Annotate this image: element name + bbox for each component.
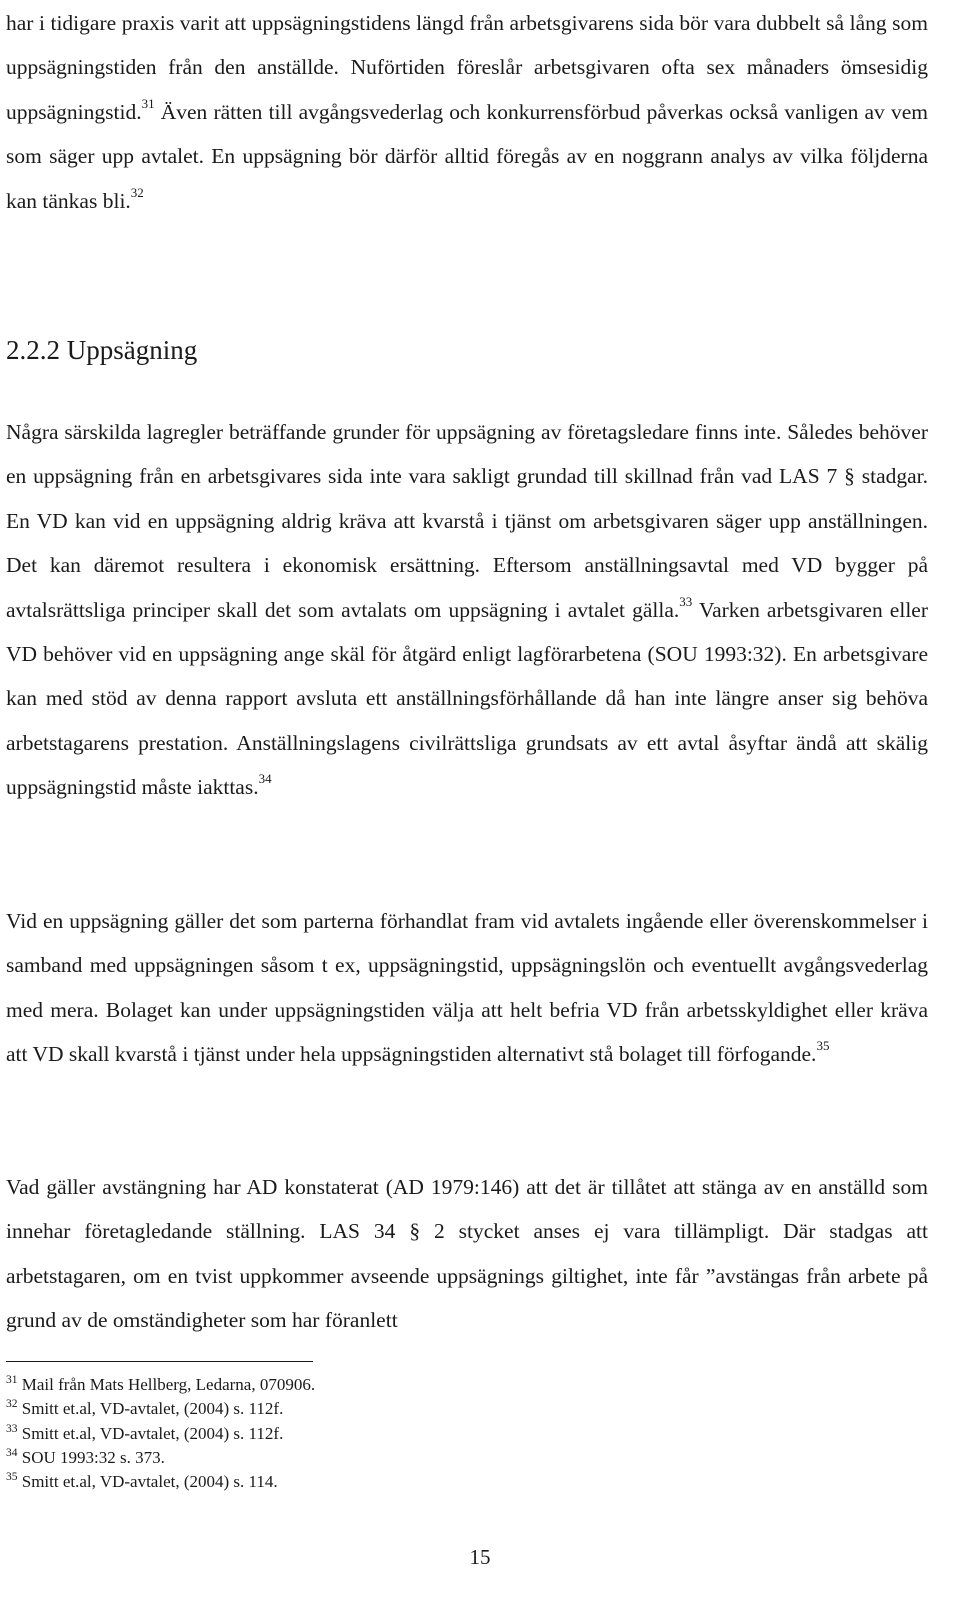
footnote-item <box>6 1446 926 1470</box>
footnote-ref: 31 <box>141 95 155 111</box>
paragraph-text: Varken arbetsgivaren eller VD behöver vid en uppsägning ange skäl för åtgärd enligt lagförarbetena (SOU 1993:32). En arbetsgivare kan med stöd av denna rapport avsluta ett anställningsförhållande då han inte längre anser sig behöva arbetstagarens prestation. Anställningslagens civilrättsliga grundsats av ett avtal åsyftar ändå att skälig uppsägningstid måste iakttas. <box>6 597 928 800</box>
footnote-item <box>6 1397 926 1421</box>
footnote-text: Mail från Mats Hellberg, Ledarna, 070906. <box>21 1375 316 1394</box>
body-paragraph-1 <box>6 1 928 223</box>
footnote-ref: 32 <box>130 184 144 200</box>
body-paragraph-4 <box>6 1165 928 1343</box>
paragraph-text: Vid en uppsägning gäller det som parterna förhandlat fram vid avtalets ingående eller överenskommelser i samband med uppsägningen såsom t ex, uppsägningstid, uppsägningslön och eventuellt avgångsvederlag med mera. Bolaget kan under uppsägningstiden välja att helt befria VD från arbetsskyldighet eller kräva att VD skall kvarstå i tjänst under hela uppsägningstiden alternativt stå bolaget till förfogande. <box>6 909 928 1067</box>
body-paragraph-3 <box>6 899 928 1077</box>
footnote-number: 33 <box>6 1422 18 1435</box>
footnote-item <box>6 1373 926 1397</box>
footnote-separator <box>6 1361 313 1362</box>
paragraph-text: Även rätten till avgångsvederlag och konkurrensförbud påverkas också vanligen av vem som säger upp avtalet. En uppsägning bör därför alltid föregås av en noggrann analys av vilka följderna kan tänkas bli. <box>6 99 928 213</box>
footnote-number: 31 <box>6 1374 18 1386</box>
footnote-text: SOU 1993:32 s. 373. <box>21 1447 165 1467</box>
footnote-text: Smitt et.al, VD-avtalet, (2004) s. 114. <box>21 1472 278 1492</box>
footnotes <box>6 1373 926 1494</box>
section-heading: 2.2.2 Uppsägning <box>6 335 198 365</box>
footnote-text: Smitt et.al, VD-avtalet, (2004) s. 112f. <box>21 1423 284 1443</box>
footnote-number: 34 <box>6 1446 18 1459</box>
body-paragraph-2 <box>6 410 928 810</box>
footnote-item <box>6 1422 926 1446</box>
paragraph-text: har i tidigare praxis varit att uppsägningstidens längd från arbetsgivarens sida bör vara dubbelt så lång som uppsägningstiden från den anställde. Nuförtiden föreslår arbetsgivaren ofta sex månaders ömsesidig uppsägningstid. <box>6 11 928 124</box>
paragraph-text: Vad gäller avstängning har AD konstaterat (AD 1979:146) att det är tillåtet att stänga av en anställd som innehar företagledande ställning. LAS 34 § 2 stycket anses ej vara tillämpligt. Där stadgas att arbetstagaren, om en tvist uppkommer avseende uppsägnings giltighet, inte får ”avstängas från arbete på grund av de omständigheter som har föranlett <box>6 1175 928 1333</box>
paragraph-text: Några särskilda lagregler beträffande grunder för uppsägning av företagsledare finns inte. Således behöver en uppsägning från en arbetsgivares sida inte vara sakligt grundad till skillnad från vad LAS 7 § stadgar. En VD kan vid en uppsägning aldrig kräva att kvarstå i tjänst om arbetsgivaren säger upp anställningen. Det kan däremot resultera i ekonomisk ersättning. Eftersom anställningsavtal med VD bygger på avtalsrättsliga principer skall det som avtalats om uppsägning i avtalet gälla. <box>6 420 928 622</box>
page-number: 15 <box>469 1545 491 1569</box>
footnote-number: 32 <box>6 1398 18 1411</box>
footnote-ref: 35 <box>816 1038 830 1054</box>
footnote-ref: 33 <box>679 593 693 609</box>
footnote-item <box>6 1470 926 1494</box>
footnote-ref: 34 <box>258 771 272 787</box>
footnote-number: 35 <box>6 1471 18 1484</box>
footnote-text: Smitt et.al, VD-avtalet, (2004) s. 112f. <box>21 1399 284 1419</box>
